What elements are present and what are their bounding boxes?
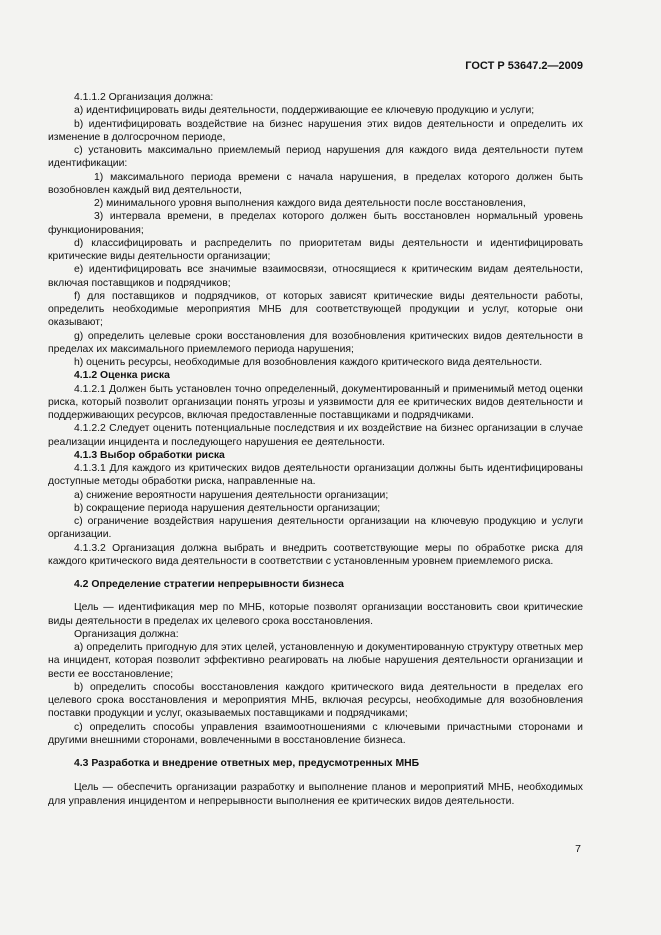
sub-list-item: 1) максимального периода времени с начала нарушения, в пределах которого должен быть возобновлен каждый вид деятельности,: [48, 171, 583, 196]
clause-4-1-3-2: 4.1.3.2 Организация должна выбрать и внедрить соответствующие меры по обработке риска для каждого критического вида деятельности в соответствии с установленным уровнем приемлемого риска.: [48, 542, 583, 567]
clause-4-1-2-1: 4.1.2.1 Должен быть установлен точно определенный, документированный и применимый метод оценки риска, который позволит организации понять угрозы и уязвимости для ее критических видов деятельности и поддерживающих ресурсов, включая предоставленные поставщиками и подрядчиками.: [48, 383, 583, 421]
list-item: h) оценить ресурсы, необходимые для возобновления каждого критического вида деятельности.: [74, 357, 543, 368]
heading-4-1-2: 4.1.2 Оценка риска: [74, 370, 170, 382]
list-item: b) идентифицировать воздействие на бизнес нарушения этих видов деятельности и определить их изменение в долгосрочном периоде,: [48, 118, 583, 143]
page-number: 7: [575, 843, 581, 855]
list-item: a) снижение вероятности нарушения деятельности организации;: [74, 489, 389, 501]
list-item: b) сокращение периода нарушения деятельности организации;: [74, 502, 381, 514]
list-item: d) классифицировать и распределить по приоритетам виды деятельности и идентифицировать критические виды деятельности организации;: [48, 237, 583, 262]
list-item: c) определить способы управления взаимоотношениями с ключевыми причастными сторонами и другими внешними сторонами, вовлеченными в восстановление бизнеса.: [48, 721, 583, 746]
list-item: f) для поставщиков и подрядчиков, от которых зависят критические виды деятельности работы, определить необходимые мероприятия МНБ для соответствующей продукции и услуг, которые они оказывают;: [48, 290, 583, 329]
clause-4-1-1-2: 4.1.1.2 Организация должна:: [74, 92, 214, 103]
goal-paragraph: Цель — обеспечить организации разработку и выполнение планов и мероприятий МНБ, необходимых для управления инцидентом и непрерывности выполнения ее критических видов деятельности.: [48, 782, 583, 807]
sub-list-item: 3) интервала времени, в пределах которого должен быть восстановлен нормальный уровень функционирования;: [48, 211, 583, 236]
list-item: g) определить целевые сроки восстановления для возобновления критических видов деятельности в пределах их максимального приемлемого периода нарушения;: [48, 330, 583, 355]
list-item: e) идентифицировать все значимые взаимосвязи, относящиеся к критическим видам деятельности, включая поставщиков и подрядчиков;: [48, 264, 583, 289]
document-id: ГОСТ Р 53647.2—2009: [465, 60, 583, 72]
document-body: [48, 91, 583, 808]
heading-4-3: 4.3 Разработка и внедрение ответных мер, предусмотренных МНБ: [74, 758, 420, 769]
org-must-paragraph: Организация должна:: [74, 628, 179, 640]
list-item: a) идентифицировать виды деятельности, поддерживающие ее ключевую продукцию и услуги;: [74, 105, 535, 117]
clause-4-1-2-2: 4.1.2.2 Следует оценить потенциальные последствия и их воздействие на бизнес организации в случае реализации инцидента и последующего нарушения ее деятельности.: [48, 423, 583, 448]
goal-paragraph: Цель — идентификация мер по МНБ, которые позволят организации восстановить свои критические виды деятельности в пределах их целевого срока восстановления.: [48, 602, 583, 627]
list-item: b) определить способы восстановления каждого критического вида деятельности в пределах его целевого срока восстановления и мероприятия МНБ, включая ресурсы, необходимые для возобновления поставки продукции и услуг, оказываемых поставщиками и подрядчиками;: [48, 681, 583, 720]
list-item: c) установить максимально приемлемый период нарушения для каждого вида деятельности путем идентификации:: [48, 145, 583, 170]
list-item: c) ограничение воздействия нарушения деятельности организации на ключевую продукцию и услуги организации.: [48, 516, 583, 541]
heading-4-2: 4.2 Определение стратегии непрерывности бизнеса: [74, 579, 344, 590]
list-item: a) определить пригодную для этих целей, установленную и документированную структуру ответных мер на инцидент, которая позволит эффективно реагировать на любые нарушения деятельности организации и вести ее восстановление;: [48, 642, 583, 680]
heading-4-1-3: 4.1.3 Выбор обработки риска: [74, 449, 225, 461]
clause-4-1-3-1: 4.1.3.1 Для каждого из критических видов деятельности организации должны быть идентифицированы доступные методы обработки риска, направленные на.: [48, 463, 583, 488]
sub-list-item: 2) минимального уровня выполнения каждого вида деятельности после восстановления,: [94, 198, 526, 209]
